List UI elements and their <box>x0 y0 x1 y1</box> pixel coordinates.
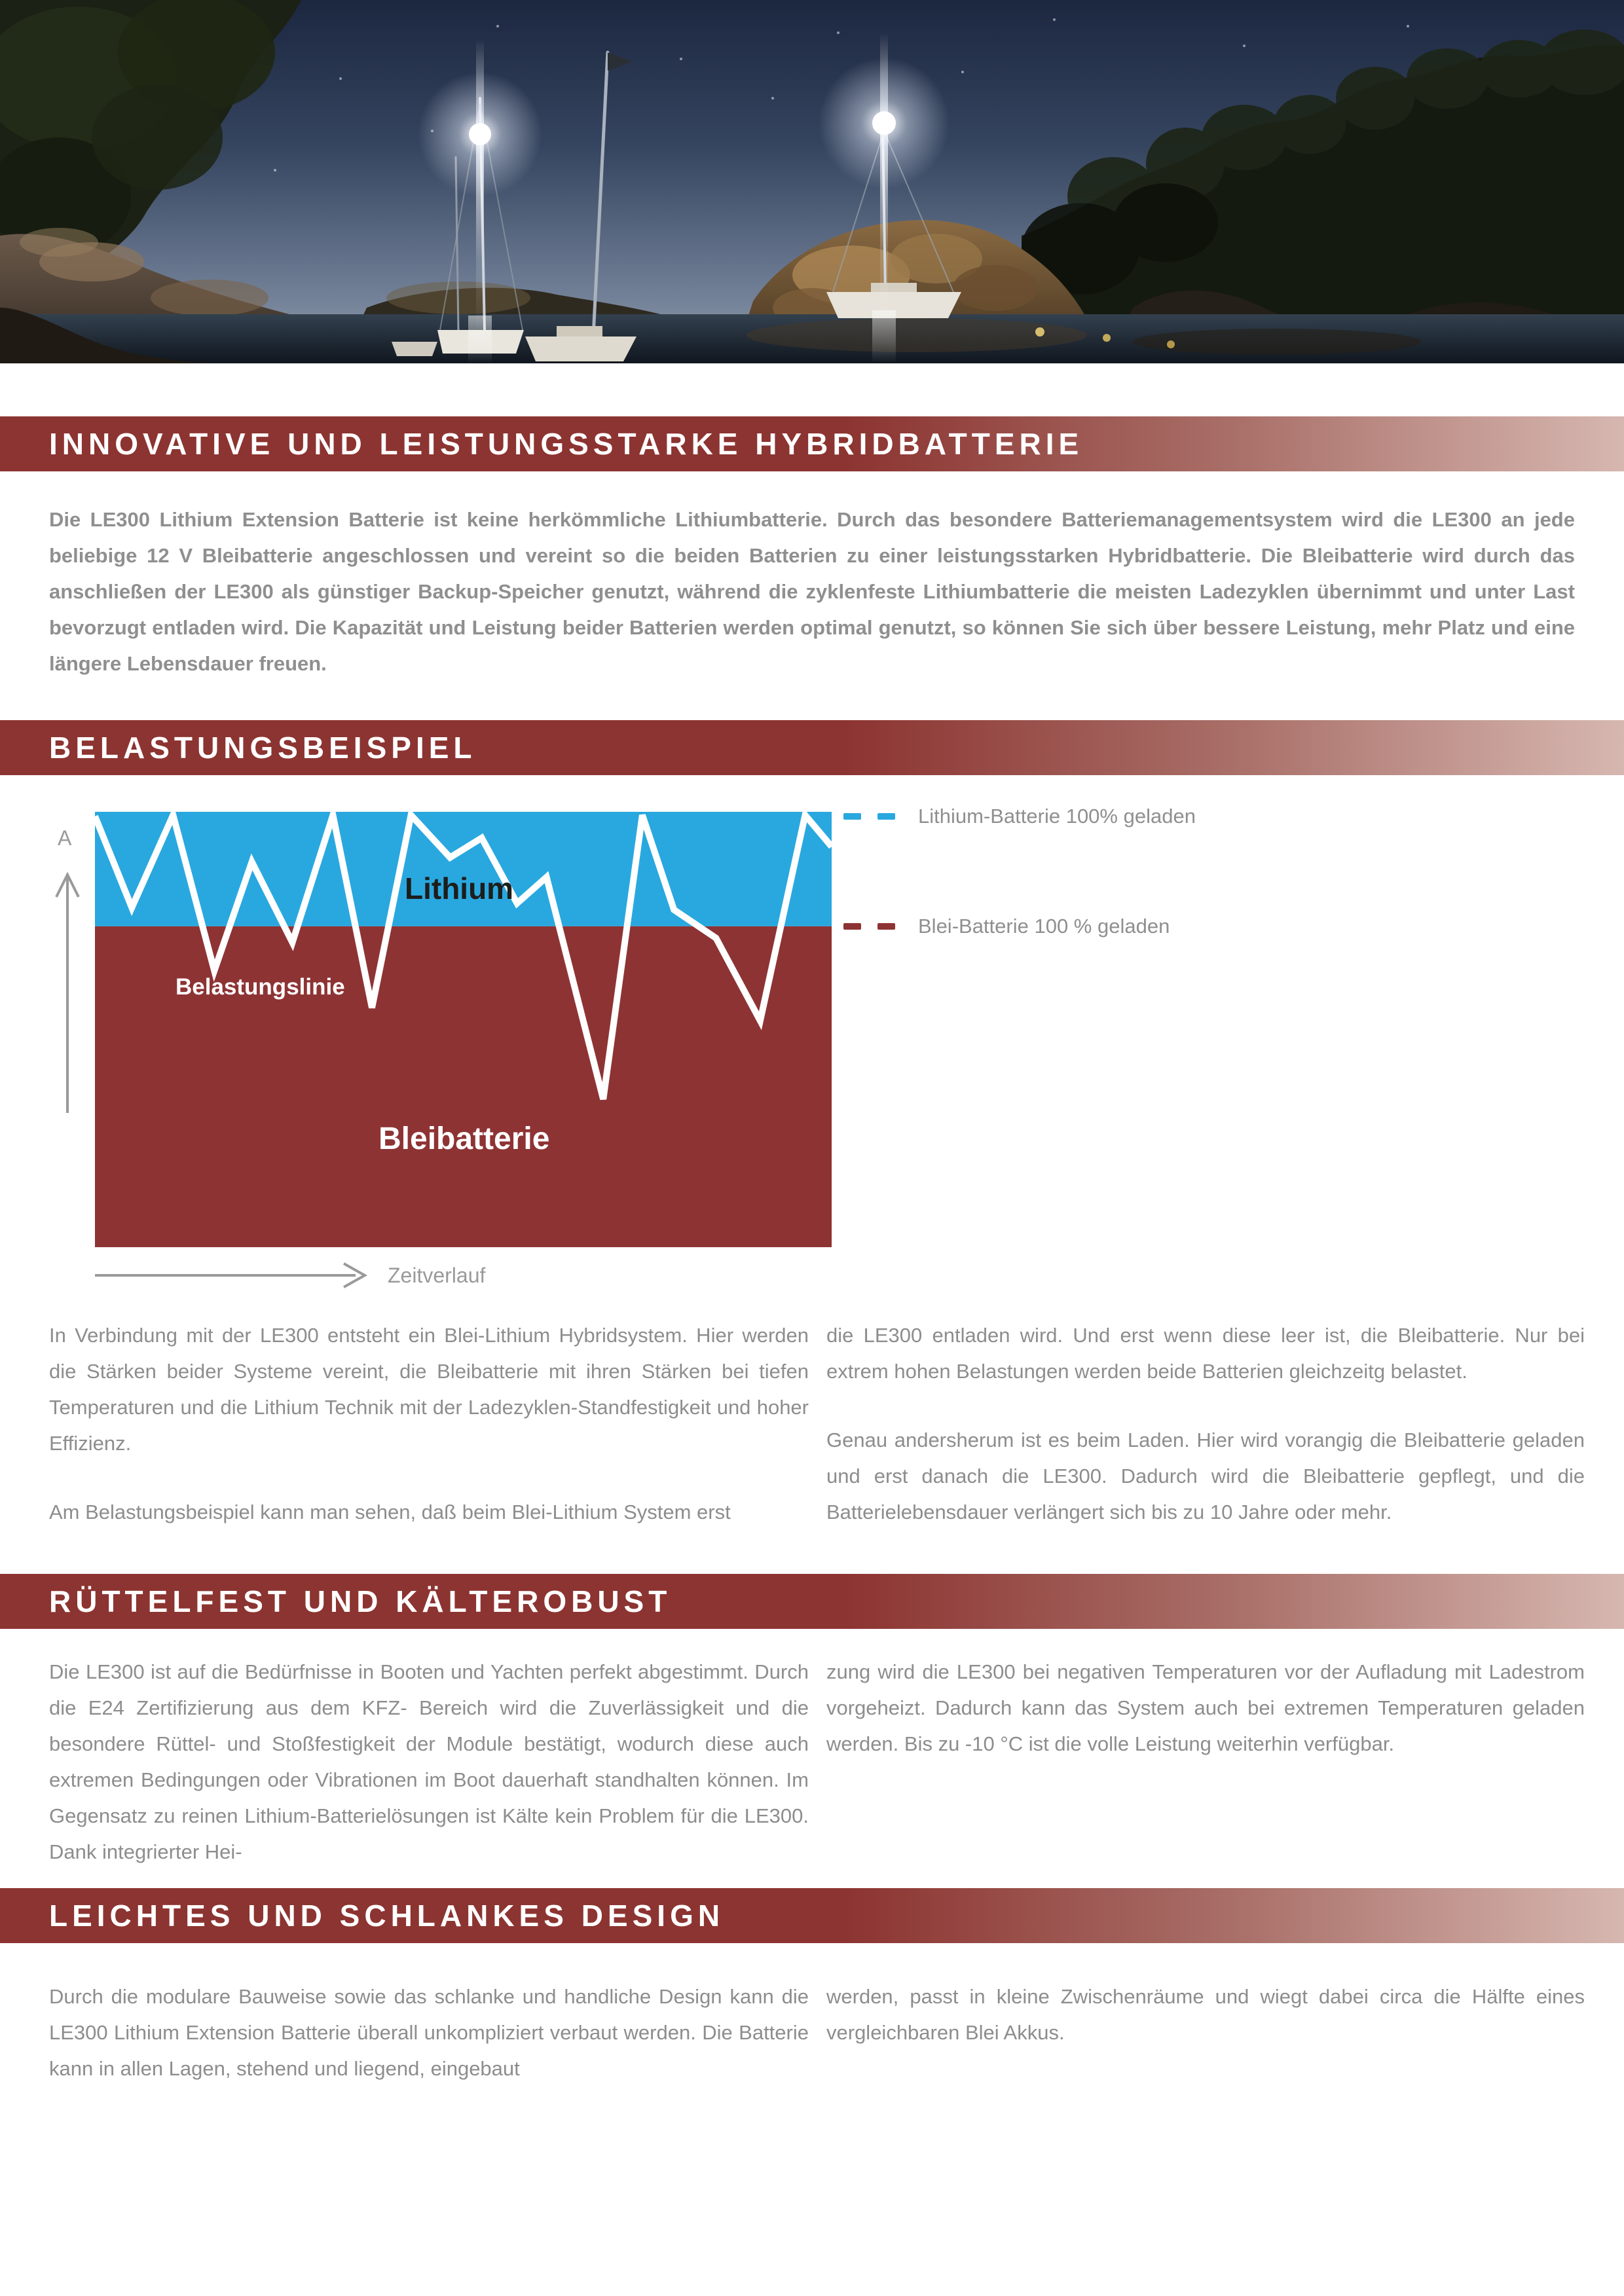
paragraph: werden, passt in kleine Zwischenräume und wiegt dabei circa die Hälfte eines vergleichbaren Blei Akkus. <box>826 1985 1585 2044</box>
section-banner-ruettelfest <box>0 1574 1624 1629</box>
belastung-column-left <box>49 1317 809 1530</box>
paragraph: In Verbindung mit der LE300 entsteht ein Blei-Lithium Hybridsystem. Hier werden die Stärken beider Systeme vereint, die Bleibatterie mit ihren Stärken bei tiefen Temperaturen und die Lithium Technik mit der Ladezyklen-Standfestigkeit und hoher Effizienz. <box>49 1324 809 1455</box>
x-axis-label: Zeitverlauf <box>388 1264 486 1287</box>
legend-label: Lithium-Batterie 100% geladen <box>918 805 1196 828</box>
lithium-region-label: Lithium <box>405 871 514 905</box>
design-column-left <box>49 1978 809 2086</box>
section-banner-innovative <box>0 416 1624 471</box>
lead-dash-icon <box>843 923 861 930</box>
ruettelfest-column-left <box>49 1654 809 1870</box>
paragraph: Am Belastungsbeispiel kann man sehen, daß beim Blei-Lithium System erst <box>49 1501 731 1523</box>
ruettelfest-column-right <box>826 1654 1585 1762</box>
section-banner-design <box>0 1888 1624 1943</box>
intro-text: Die LE300 Lithium Extension Batterie ist keine herkömmliche Lithiumbatterie. Durch das besondere Batteriemanagementsystem wird die LE300 an jede beliebige 12 V Bleibatterie angeschlossen und vereint so die beiden Batterien zu einer leistungsstarken Hybridbatterie. Die Bleibatterie wird durch das anschließen der LE300 als günstiger Backup-Speicher genutzt, während die zyklenfeste Lithiumbatterie die meisten Ladezyklen übernimmt und unter Last bevorzugt entladen wird. Die Kapazität und Leistung beider Batterien werden optimal genutzt, so können Sie sich über bessere Leistung, mehr Platz und eine längere Lebensdauer freuen. <box>49 508 1575 675</box>
design-column-right <box>826 1978 1585 2050</box>
legend-lead-full <box>843 916 1170 937</box>
lithium-dash-icon <box>877 813 895 820</box>
floodlight-right <box>872 111 896 135</box>
light-reflection-right <box>872 310 896 363</box>
legend-lithium-full <box>843 806 1196 827</box>
lithium-dash-icon <box>843 813 861 820</box>
hero-photo <box>0 0 1624 363</box>
paragraph: zung wird die LE300 bei negativen Temperaturen vor der Aufladung mit Ladestrom vorgeheizt. Dadurch kann das System auch bei extremen Temperaturen geladen werden. Bis zu -10 °C ist die volle Leistung weiterhin verfügbar. <box>826 1660 1585 1755</box>
belastung-column-right <box>826 1317 1585 1530</box>
lead-dash-icon <box>877 923 895 930</box>
intro-paragraph <box>49 501 1575 682</box>
section-title: BELASTUNGSBEISPIEL <box>49 731 477 765</box>
floodlight-left <box>469 123 491 145</box>
legend-label: Blei-Batterie 100 % geladen <box>918 915 1170 938</box>
paragraph: Durch die modulare Bauweise sowie das schlanke und handliche Design kann die LE300 Lithium Extension Batterie überall unkompliziert verbaut werden. Die Batterie kann in allen Lagen, stehend und liegend, eingebaut <box>49 1985 809 2080</box>
load-line-label: Belastungslinie <box>175 974 345 1000</box>
section-title: INNOVATIVE UND LEISTUNGSSTARKE HYBRIDBATTERIE <box>49 427 1084 461</box>
y-axis-label: A <box>58 826 72 850</box>
section-title: LEICHTES UND SCHLANKES DESIGN <box>49 1899 725 1933</box>
paragraph: Genau andersherum ist es beim Laden. Hier wird vorangig die Bleibatterie geladen und erst danach die LE300. Dadurch wird die Bleibatterie gepflegt, und die Batterielebensdauer verlängert sich bis zu 10 Jahre oder mehr. <box>826 1429 1585 1523</box>
section-title: RÜTTELFEST UND KÄLTEROBUST <box>49 1584 672 1618</box>
lithium-region <box>95 812 832 926</box>
paragraph: Die LE300 ist auf die Bedürfnisse in Booten und Yachten perfekt abgestimmt. Durch die E24 Zertifizierung aus dem KFZ- Bereich wird die Zuverlässigkeit und die besondere Rüttel- und Stoßfestigkeit der Module bestätigt, wodurch diese auch extremen Bedingungen oder Vibrationen im Boot dauerhaft standhalten können. Im Gegensatz zu reinen Lithium-Batterielösungen ist Kälte kein Problem für die LE300. Dank integrierter Hei- <box>49 1660 809 1863</box>
paragraph: die LE300 entladen wird. Und erst wenn diese leer ist, die Bleibatterie. Nur bei extrem hohen Belastungen werden beide Batterien gleichzeitg belastet. <box>826 1324 1585 1383</box>
lead-region-label: Bleibatterie <box>378 1121 550 1156</box>
y-axis-arrow <box>51 851 84 1126</box>
section-banner-belastungsbeispiel <box>0 720 1624 775</box>
light-reflection-left <box>468 316 492 363</box>
x-axis-arrow <box>95 1260 377 1290</box>
